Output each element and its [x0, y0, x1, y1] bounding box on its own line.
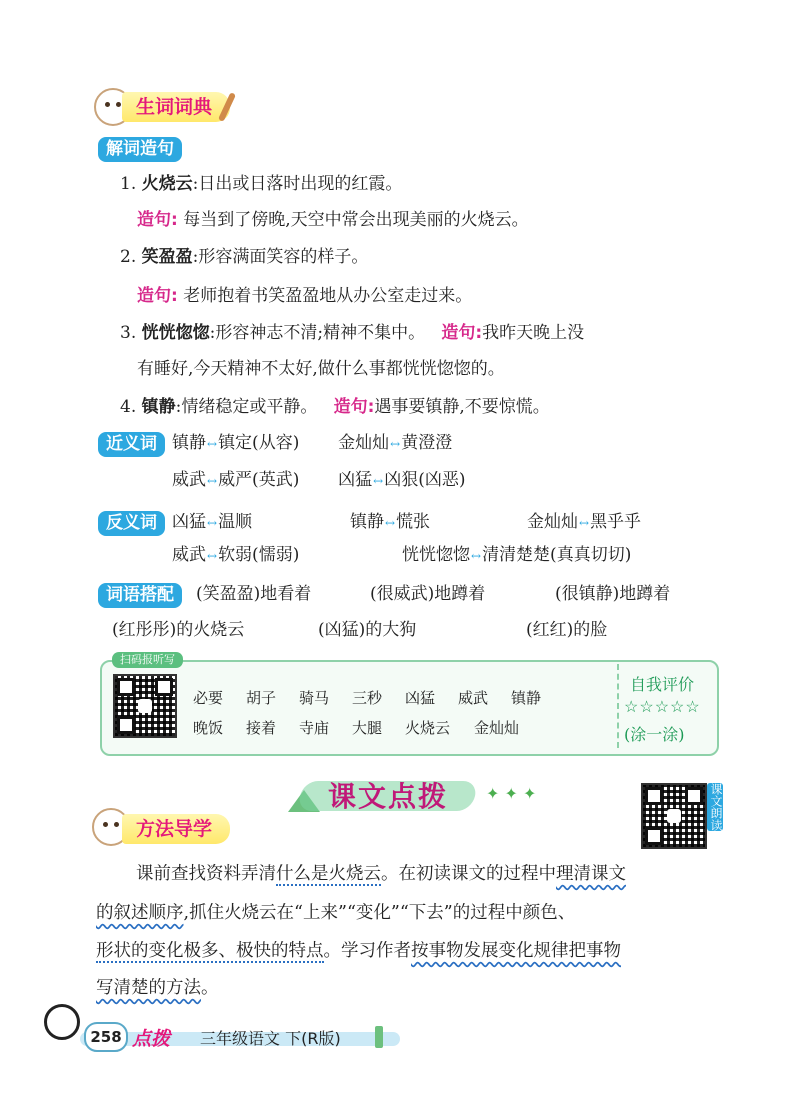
dictation-word: 接着: [246, 719, 277, 737]
antonym-row-2: 威武↔软弱(懦弱): [172, 545, 300, 565]
sentence-tag: 造句:: [137, 286, 178, 306]
term: 恍恍惚惚: [141, 323, 210, 343]
dictation-qr-code[interactable]: [113, 674, 177, 738]
arrow-icon: ↔: [385, 516, 396, 530]
dictation-word: 骑马: [299, 689, 330, 707]
wavy-underline: 按事物发展变化规律把事物: [411, 941, 621, 961]
arrow-icon: ↔: [471, 549, 482, 563]
vocab-entry-4: 4. 镇静:情绪稳定或平静。 造句:遇事要镇静,不要惊慌。: [120, 397, 550, 417]
paragraph-line-3: 形状的变化极多、极快的特点。学习作者按事物发展变化规律把事物: [96, 941, 621, 961]
collocation-label: 词语搭配: [98, 583, 182, 608]
dotted-underline: 什么是火烧云: [276, 864, 381, 884]
sprout-icon: ✦ ✦ ✦: [486, 784, 537, 803]
bamboo-icon: [375, 1026, 383, 1048]
dictation-word: 威武: [458, 689, 489, 707]
wavy-underline: 写清楚的方法: [96, 978, 201, 998]
dictation-word: 寺庙: [299, 719, 330, 737]
antonym-label: 反义词: [98, 511, 165, 536]
collocation-4: (红彤彤)的火烧云: [112, 620, 245, 640]
sentence-tag: 造句:: [333, 397, 375, 417]
page-number: 258: [84, 1022, 128, 1052]
paragraph-line-4: 写清楚的方法。: [96, 978, 219, 998]
self-eval-hint: (涂一涂): [624, 725, 685, 744]
term: 镇静: [141, 397, 176, 417]
vocab-entry-2: 2. 笑盈盈:形容满面笑容的样子。: [120, 247, 369, 267]
antonym-row-1b: 镇静↔慌张: [350, 512, 431, 532]
vocab-sentence-3-cont: 有睡好,今天精神不太好,做什么事都恍恍惚惚的。: [137, 359, 505, 379]
self-eval-stars[interactable]: ☆☆☆☆☆: [624, 697, 701, 716]
dictation-word: 镇静: [511, 689, 542, 707]
mascot-icon: [138, 699, 152, 713]
antonym-row-1c: 金灿灿↔黑乎乎: [527, 512, 642, 532]
lesson-banner: [300, 775, 475, 813]
panda-mascot-icon: [44, 1004, 80, 1040]
dotted-underline: 形状的变化极多、极快的特点: [96, 941, 324, 961]
term: 笑盈盈: [141, 247, 193, 267]
lesson-banner-title: 课文点拨: [328, 780, 449, 813]
synonym-row-2: 威武↔威严(英武) 凶猛↔凶狠(凶恶): [172, 470, 466, 490]
dictation-word: 大腿: [352, 719, 383, 737]
arrow-icon: ↔: [207, 474, 218, 488]
mascot-icon: [667, 809, 681, 823]
term: 火烧云: [141, 174, 193, 194]
paragraph-line-1: 课前查找资料弄清什么是火烧云。在初读课文的过程中理清课文: [136, 864, 626, 884]
dictation-word: 凶猛: [405, 689, 436, 707]
wavy-underline: 的叙述顺序: [96, 903, 184, 923]
paragraph-line-2: 的叙述顺序,抓住火烧云在“上来”“变化”“下去”的过程中颜色、: [96, 903, 576, 923]
antonym-row-2b: 恍恍惚惚↔清清楚楚(真真切切): [402, 545, 632, 565]
sentence-tag: 造句:: [441, 323, 483, 343]
collocation-1: (笑盈盈)地看着: [196, 584, 312, 604]
collocation-6: (红红)的脸: [526, 620, 608, 640]
collocation-5: (凶猛)的大狗: [318, 620, 417, 640]
dictation-word: 晚饭: [193, 719, 224, 737]
arrow-icon: ↔: [579, 516, 590, 530]
vocab-sentence-1: 造句: 每当到了傍晚,天空中常会出现美丽的火烧云。: [137, 210, 529, 230]
dictation-word: 金灿灿: [474, 719, 520, 737]
arrow-icon: ↔: [373, 474, 384, 488]
section-label-explain: 解词造句: [98, 137, 182, 162]
arrow-icon: ↔: [207, 437, 218, 451]
book-title: 三年级语文 下(R版): [200, 1029, 341, 1048]
wavy-underline: 理清课文: [556, 864, 626, 884]
collocation-3: (很镇静)地蹲着: [555, 584, 671, 604]
synonym-label: 近义词: [98, 432, 165, 457]
sentence-tag: 造句:: [137, 210, 178, 230]
arrow-icon: ↔: [390, 437, 401, 451]
dictation-word: 三秒: [352, 689, 383, 707]
collocation-2: (很威武)地蹲着: [370, 584, 486, 604]
synonym-row-1: 镇静↔镇定(从容) 金灿灿↔黄澄澄: [172, 433, 453, 453]
dictation-word: 胡子: [246, 689, 277, 707]
self-eval-title: 自我评价: [630, 675, 695, 694]
arrow-icon: ↔: [207, 516, 218, 530]
dictation-word: 必要: [193, 689, 224, 707]
vocab-sentence-2: 造句: 老师抱着书笑盈盈地从办公室走过来。: [137, 286, 473, 306]
method-title: 方法导学: [122, 814, 230, 844]
dictation-label: 扫码报听写: [112, 652, 183, 668]
lesson-reading-qr-code[interactable]: [641, 783, 707, 849]
brand-logo: 点拨: [132, 1028, 171, 1050]
qr-side-label: 课文朗读: [709, 783, 723, 831]
arrow-icon: ↔: [207, 549, 218, 563]
vocab-entry-3: 3. 恍恍惚惚:形容神志不清;精神不集中。 造句:我昨天晚上没: [120, 323, 585, 343]
vocab-entry-1: 1. 火烧云:日出或日落时出现的红霞。: [120, 174, 403, 194]
dictation-word: 火烧云: [405, 719, 451, 737]
antonym-row-1: 凶猛↔温顺: [172, 512, 253, 532]
vocab-title: 生词词典: [122, 92, 230, 122]
